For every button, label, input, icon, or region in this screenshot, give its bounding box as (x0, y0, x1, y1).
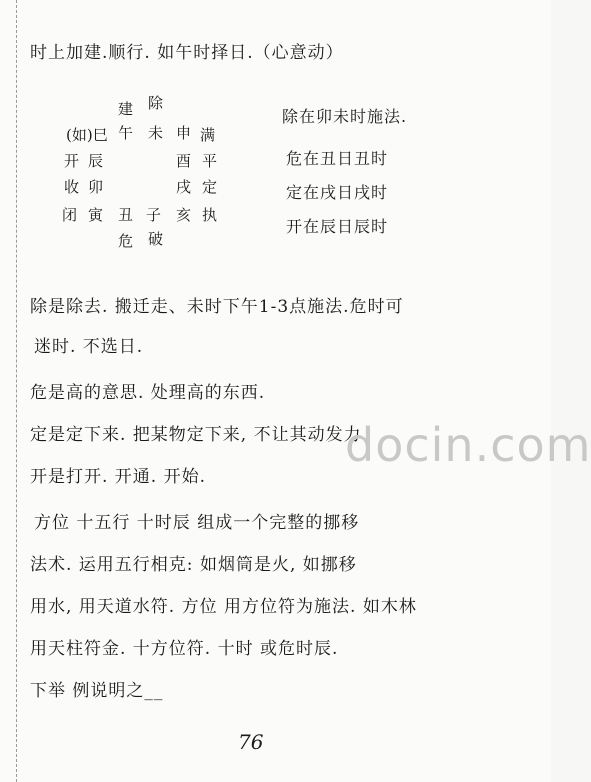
grid-r3-3: 戌 (176, 178, 192, 196)
grid-bottom-2: 破 (148, 230, 164, 248)
grid-r4-3: 丑 (118, 206, 134, 224)
grid-bottom-1: 危 (118, 232, 134, 250)
paragraph-line-8: 用水, 用天道水符. 方位 用方位符为施法. 如木林 (30, 597, 417, 617)
side-note-item-1: 危在丑日丑时 (286, 149, 389, 168)
grid-r1-4: 申 (176, 124, 192, 142)
grid-r2-4: 平 (202, 152, 218, 170)
paragraph-line-2: 迷时. 不选日. (34, 337, 144, 357)
grid-r2-3: 酉 (176, 152, 192, 170)
grid-r4-5: 亥 (176, 206, 192, 224)
side-note-title: 除在卯未时施法. (282, 107, 408, 126)
paragraph-line-10: 下举 例说明之__ (30, 681, 164, 701)
grid-r3-4: 定 (202, 178, 218, 196)
grid-top-1: 建 (118, 100, 134, 118)
grid-r1-3: 未 (148, 124, 164, 142)
grid-r3-1: 收 (64, 178, 80, 196)
grid-r1-2: 午 (118, 124, 134, 142)
paragraph-line-5: 开是打开. 开通. 开始. (30, 467, 207, 487)
paragraph-line-4: 定是定下来. 把某物定下来, 不让其动发力. (30, 425, 369, 445)
header-line: 时上加建.顺行. 如午时择日.（心意动） (30, 43, 344, 63)
grid-r4-4: 子 (146, 206, 162, 224)
side-note-item-3: 开在辰日辰时 (286, 217, 389, 236)
grid-r4-6: 执 (202, 206, 218, 224)
page-number: 76 (238, 730, 264, 754)
grid-top-2: 除 (148, 94, 164, 112)
paragraph-line-9: 用天柱符金. 十方位符. 十时 或危时辰. (30, 639, 339, 659)
grid-r4-1: 闭 (62, 206, 78, 224)
paragraph-line-3: 危是高的意思. 处理高的东西. (30, 383, 266, 403)
grid-r1-1: (如)巳 (66, 126, 108, 144)
side-note-item-2: 定在戌日戌时 (286, 183, 389, 202)
paragraph-line-6: 方位 十五行 十时辰 组成一个完整的挪移 (34, 513, 360, 533)
paragraph-line-1: 除是除去. 搬迁走、未时下午1-3点施法.危时可 (30, 297, 404, 317)
watermark: docin.com (345, 418, 591, 472)
grid-r2-2: 辰 (88, 152, 104, 170)
grid-r2-1: 开 (64, 152, 80, 170)
grid-r1-5: 满 (200, 126, 216, 144)
paragraph-line-7: 法术. 运用五行相克: 如烟筒是火, 如挪移 (30, 555, 357, 575)
grid-r3-2: 卯 (88, 178, 104, 196)
grid-r4-2: 寅 (88, 206, 104, 224)
margin-rule (16, 0, 17, 782)
